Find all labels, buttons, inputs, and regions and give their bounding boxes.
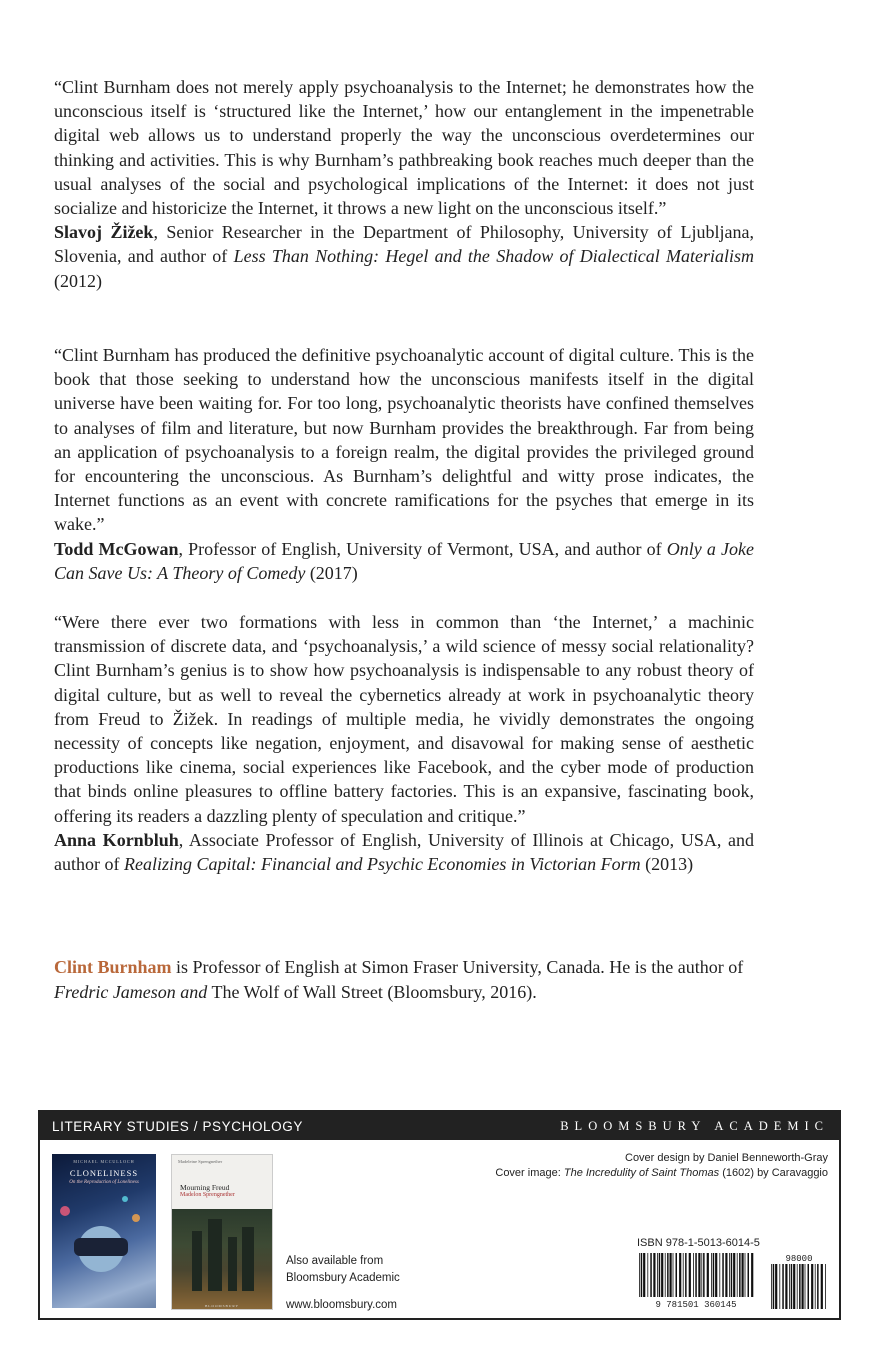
barcode-bar bbox=[805, 1264, 806, 1309]
price-barcode bbox=[769, 1253, 829, 1309]
bokeh-light bbox=[122, 1196, 128, 1202]
endorser-name: Todd McGowan bbox=[54, 538, 179, 559]
barcode-bar bbox=[793, 1264, 795, 1309]
price-barcode-bars bbox=[771, 1264, 826, 1309]
barcode-bar bbox=[698, 1253, 700, 1297]
barcode-bar bbox=[731, 1253, 733, 1297]
barcode-bar bbox=[785, 1264, 787, 1309]
painting-tower bbox=[192, 1231, 202, 1291]
barcode-bar bbox=[643, 1253, 645, 1297]
book-cover-cloneliness bbox=[52, 1154, 156, 1308]
barcode-bar bbox=[685, 1253, 687, 1297]
quote-attribution bbox=[42, 828, 754, 876]
barcode-bar bbox=[821, 1264, 823, 1309]
barcode-bar bbox=[808, 1264, 810, 1309]
price-code-digits: 98000 bbox=[785, 1254, 813, 1264]
endorser-work: Realizing Capital: Financial and Psychic Economies in Victorian Form bbox=[123, 854, 641, 875]
barcode-bar bbox=[815, 1264, 816, 1309]
barcode-bar bbox=[695, 1253, 697, 1297]
barcode-bar bbox=[665, 1253, 666, 1297]
endorser-year: (2013) bbox=[640, 854, 694, 875]
quote-attribution bbox=[42, 537, 754, 585]
book-author: Madeleine Sprengnether bbox=[178, 1159, 223, 1164]
barcode-bar bbox=[817, 1264, 819, 1309]
barcode-bar bbox=[673, 1253, 674, 1297]
barcode-bar bbox=[689, 1253, 691, 1297]
credit-image-title: The Incredulity of Saint Thomas bbox=[563, 1167, 720, 1179]
barcode-bar bbox=[799, 1264, 801, 1309]
painting-tower bbox=[242, 1227, 254, 1291]
barcode-bar bbox=[713, 1253, 715, 1297]
barcode-bar bbox=[739, 1253, 741, 1297]
also-available-line2: Bloomsbury Academic bbox=[286, 1272, 400, 1284]
endorser-role: , Professor of English, University of Vermont, USA, and author of bbox=[178, 538, 667, 559]
barcode-bar bbox=[679, 1253, 681, 1297]
barcode-bar bbox=[715, 1253, 717, 1297]
endorser-year: (2012) bbox=[54, 270, 102, 291]
endorser-year: (2017) bbox=[305, 562, 358, 583]
barcode-bar bbox=[719, 1253, 720, 1297]
quote-text: “Were there ever two formations with less in common than ‘the Internet,’ a machinic transmission of discrete data, and ‘psychoanalysis,’ a wild science of messy social relationality? Clint Burnham’s genius is to show how psychoanalysis is indispensable to any robust theory of digital culture, but as well to reveal the cybernetics already at work in psychoanalytic theory from Freud to Žižek. In readings of multiple media, he vividly demonstrates the ongoing necessity of concepts like negation, enjoyment, and disavowal for making sense of aesthetic productions like cinema, social experiences like Facebook, and the cyber mode of production that binds online pleasures to offline battery factories. This is an expansive, fascinating book, offering its readers a dazzling plenty of speculation and critique.” bbox=[54, 612, 754, 826]
endorsement-mcgowan bbox=[42, 343, 754, 585]
barcode-bar bbox=[703, 1253, 705, 1297]
barcode-bar bbox=[802, 1264, 804, 1309]
barcode-bar bbox=[647, 1253, 648, 1297]
endorser-role: , Senior Researcher in the Department of Philosophy, University of Ljubljana, Slovenia, and author of bbox=[54, 222, 754, 267]
barcode-bar bbox=[650, 1253, 652, 1297]
book-publisher: BLOOMSBURY bbox=[204, 1304, 240, 1308]
author-name: Clint Burnham bbox=[54, 957, 172, 977]
credit-design: Cover design by Daniel Benneworth-Gray bbox=[625, 1152, 828, 1164]
barcode-bar bbox=[657, 1253, 658, 1297]
endorser-name: Slavoj Žižek bbox=[54, 222, 154, 243]
bokeh-light bbox=[60, 1206, 70, 1216]
publisher-name: BLOOMSBURY ACADEMIC bbox=[560, 1118, 829, 1133]
barcode-bar bbox=[661, 1253, 663, 1297]
panel-header bbox=[40, 1112, 839, 1140]
barcode-bar bbox=[782, 1264, 784, 1309]
credit-image bbox=[495, 1166, 828, 1181]
book-title: CLONELINESS bbox=[69, 1168, 139, 1178]
barcode-bar bbox=[751, 1253, 753, 1297]
book-author: MICHAEL MCCULLOCH bbox=[73, 1159, 135, 1164]
isbn: ISBN 978-1-5013-6014-5 bbox=[637, 1237, 760, 1249]
bokeh-light bbox=[132, 1214, 140, 1222]
author-bio bbox=[54, 955, 754, 1004]
quote-text: “Clint Burnham has produced the definitive psychoanalytic account of digital culture. This is the book that those seeking to understand how the unconscious manifests itself in the digital universe have been waiting for. For too long, psychoanalytic theorists have confined themselves to analyses of film and literature, but now Burnham provides the breakthrough. Far from being an application of psychoanalysis to a foreign realm, the digital provides the privileged ground for encountering the unconscious. As Burnham’s delightful and witty prose indicates, the Internet functions as an event with concrete ramifications for the psyches that emerge in its wake.” bbox=[54, 345, 754, 535]
quote-attribution bbox=[42, 220, 754, 293]
barcode-bar bbox=[737, 1253, 738, 1297]
barcode-bar bbox=[773, 1264, 775, 1309]
endorser-work: Only a Joke Can Save Us: A Theory of Comedy bbox=[54, 538, 754, 583]
barcode-bar bbox=[775, 1264, 777, 1309]
book-subtitle: On the Reproduction of Loneliness bbox=[69, 1180, 139, 1185]
credit-image-prefix: Cover image: bbox=[495, 1167, 564, 1179]
barcode-bar bbox=[667, 1253, 669, 1297]
barcode-bar bbox=[779, 1264, 780, 1309]
barcode-bar bbox=[722, 1253, 724, 1297]
barcode-bar bbox=[701, 1253, 702, 1297]
credit-image-suffix: (1602) by Caravaggio bbox=[719, 1167, 828, 1179]
barcode-bar bbox=[639, 1253, 640, 1297]
painting-tower bbox=[208, 1219, 222, 1291]
book-title: Mourning Freud bbox=[180, 1183, 230, 1192]
cover-painting bbox=[172, 1209, 272, 1310]
isbn-barcode bbox=[637, 1253, 755, 1309]
barcode-bar bbox=[676, 1253, 678, 1297]
bio-text-end: The Wolf of Wall Street (Bloomsbury, 2016). bbox=[207, 981, 537, 1002]
barcode-bars bbox=[639, 1253, 753, 1297]
barcode-bar bbox=[771, 1264, 772, 1309]
barcode-bar bbox=[791, 1264, 793, 1309]
cover-credits bbox=[495, 1151, 828, 1181]
endorsement-zizek bbox=[42, 75, 754, 293]
barcode-bar bbox=[733, 1253, 735, 1297]
barcode-bar bbox=[748, 1253, 750, 1297]
barcode-bar bbox=[653, 1253, 655, 1297]
barcode-bar bbox=[659, 1253, 661, 1297]
barcode-bar bbox=[797, 1264, 798, 1309]
barcode-bar bbox=[825, 1264, 826, 1309]
barcode-bar bbox=[729, 1253, 730, 1297]
painting-tower bbox=[228, 1237, 237, 1291]
vr-headset bbox=[74, 1238, 128, 1256]
bio-text: is Professor of English at Simon Fraser University, Canada. He is the author of bbox=[171, 957, 744, 977]
publisher-panel bbox=[38, 1110, 841, 1320]
barcode-bar bbox=[707, 1253, 709, 1297]
also-available-line1: Also available from bbox=[286, 1255, 384, 1267]
barcode-bar bbox=[683, 1253, 684, 1297]
website-link[interactable]: www.bloomsbury.com bbox=[286, 1299, 397, 1311]
book-subtitle: Madelon Sprengnether bbox=[180, 1192, 235, 1198]
book-cover-mourning-freud bbox=[171, 1154, 273, 1310]
endorser-work: Less Than Nothing: Hegel and the Shadow of Dialectical Materialism bbox=[233, 246, 754, 267]
quote-text: “Clint Burnham does not merely apply psychoanalysis to the Internet; he demonstrates how the unconscious itself is ‘structured like the Internet,’ how our entanglement in the impenetrable digital web allows us to understand properly the way the unconscious overdetermines our thinking and activities. This is why Burnham’s pathbreaking book reaches much deeper than the usual analyses of the social and psychological implications of the Internet: it does not just socialize and historicize the Internet, it throws a new light on the unconscious itself.” bbox=[54, 77, 754, 219]
barcode-bar bbox=[670, 1253, 672, 1297]
endorsement-kornbluh bbox=[42, 610, 754, 876]
barcode-bar bbox=[742, 1253, 744, 1297]
barcode-bar bbox=[745, 1253, 746, 1297]
subject-category: LITERARY STUDIES / PSYCHOLOGY bbox=[52, 1118, 303, 1134]
barcode-bar bbox=[811, 1264, 813, 1309]
barcode-bar bbox=[711, 1253, 712, 1297]
barcode-bar bbox=[789, 1264, 790, 1309]
barcode-digits: 9 781501 360145 bbox=[655, 1300, 737, 1309]
barcode-bar bbox=[641, 1253, 643, 1297]
also-available bbox=[286, 1253, 400, 1287]
endorser-role: , Associate Professor of English, University of Illinois at Chicago, USA, and author of bbox=[54, 829, 755, 875]
barcode-bar bbox=[725, 1253, 727, 1297]
endorser-name: Anna Kornbluh bbox=[54, 829, 179, 850]
bio-work-italic: Fredric Jameson and bbox=[54, 981, 208, 1002]
barcode-bar bbox=[693, 1253, 694, 1297]
